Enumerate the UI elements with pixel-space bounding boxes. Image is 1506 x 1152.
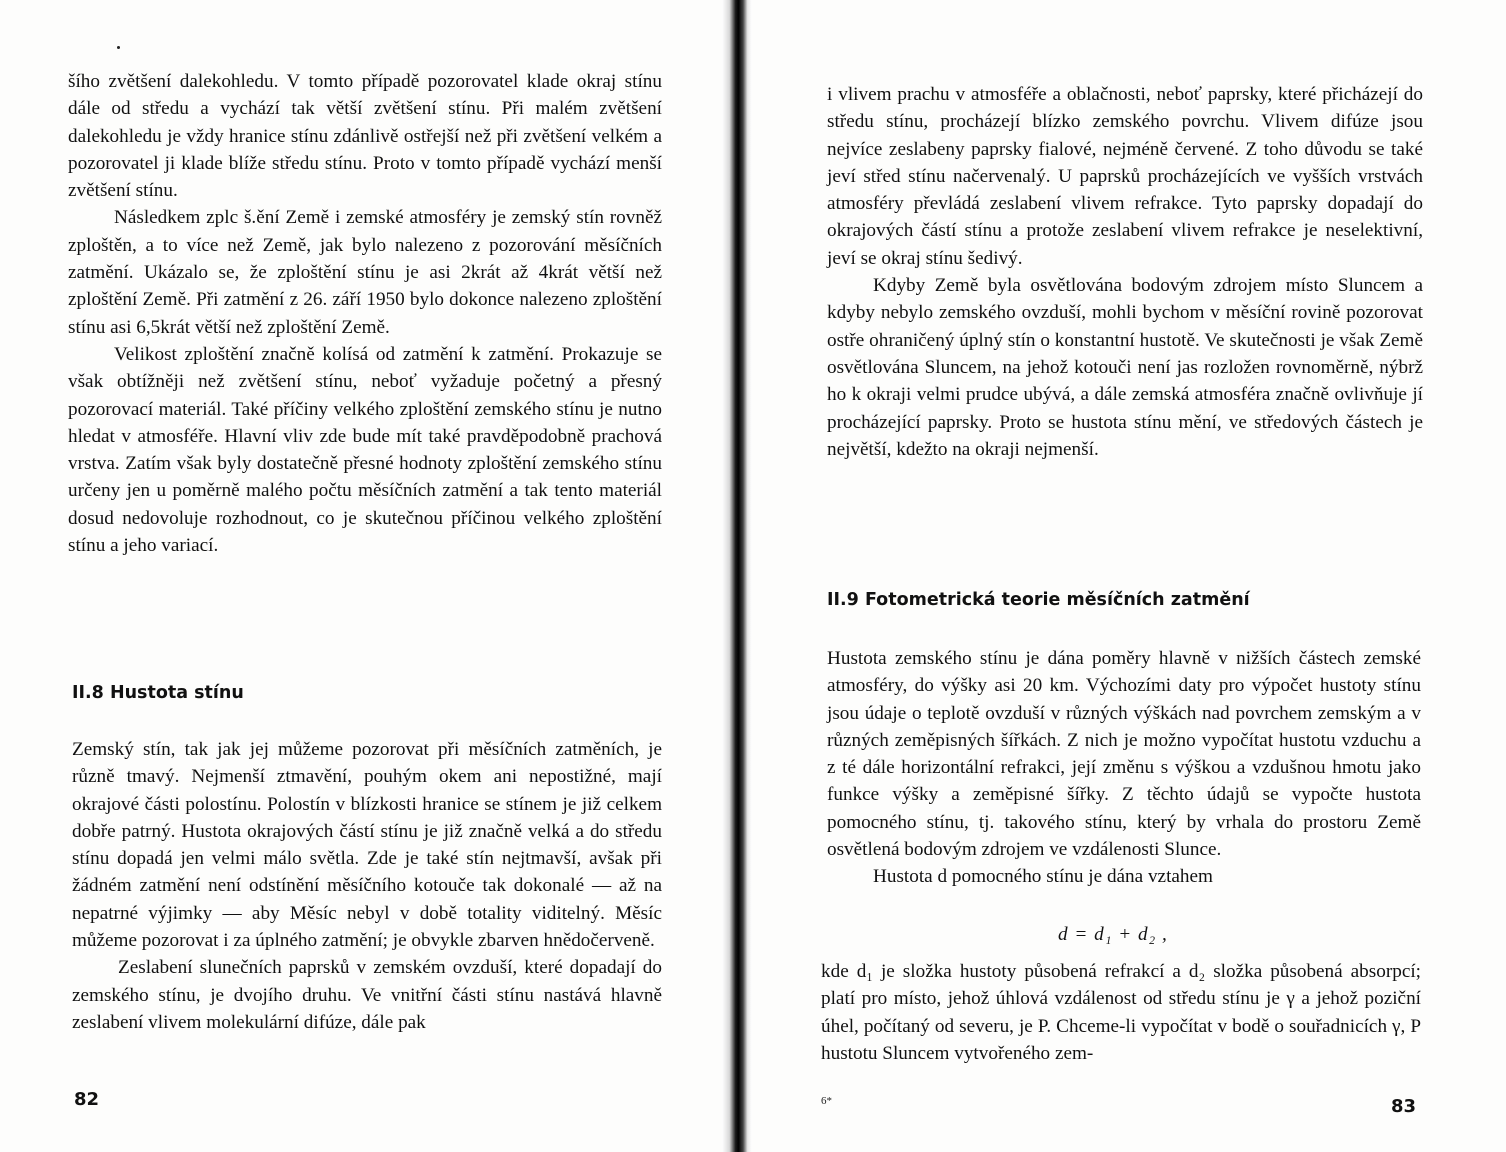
section-heading: II.9 Fotometrická teorie měsíčních zatmění [827,590,1250,610]
signature-mark: 6* [821,1095,832,1107]
right-main-text [827,645,1421,891]
paragraph: Hustota zemského stínu je dána poměry hlavně v nižších částech zemské atmosféry, do výšky asi 20 km. Výchozími daty pro výpočet hustoty stínu jsou údaje o teplotě ovzduší v různých výškách nad povrchem zemským a v různých zeměpisných šířkách. Z nich je možno vypočítat hustotu vzduchu a z té dále horizontální refrakci, její změnu s výškou a vzdušnou hmotu jako funkce výšky a zeměpisné šířky. Z těchto údajů se vypočte hustota pomocného stínu, tj. takového stínu, který by vrhala do prostoru Země osvětlená bodovým zdrojem ve vzdálenosti Slunce. [827,648,1421,861]
paragraph: Kdyby Země byla osvětlována bodovým zdrojem místo Sluncem a kdyby nebylo zemského ovzduší, mohli bychom v měsíční rovině pozorovat ostře ohraničený úplný stín o konstantní hustotě. Ve skutečnosti je však Země osvětlována Sluncem, na jehož kotouči není jas rozložen rovnoměrně, nýbrž ho k okraji velmi prudce ubývá, a dále zemská atmosféra značně ovlivňuje jí procházející paprsky. Proto se hustota stínu mění, ve středových částech je největší, kdežto na okraji nejmenší. [827,275,1423,460]
right-top-text [827,81,1423,463]
paragraph: kde d₁ je složka hustoty působená refrakcí a d₂ složka působená absorpcí; platí pro místo, jehož úhlová vzdálenost od středu stínu je γ a jehož poziční úhel, počítaný od severu, je P. Chceme-li vypočítat v bodě o souřadnicích γ, P hustotu Sluncem vytvořeného zem- [821,961,1421,1064]
paragraph: Následkem zplc š.ění Země i zemské atmosféry je zemský stín rovněž zploštěn, a to více než Země, jak bylo nalezeno z pozorování měsíčních zatmění. Ukázalo se, že zploštění stínu je asi 2krát až 4krát větší než zploštění Země. Při zatmění z 26. září 1950 bylo dokonce nalezeno zploštění stínu asi 6,5krát větší než zploštění Země. [68,207,662,338]
page-number: 83 [1391,1096,1417,1117]
speck-mark [117,46,120,49]
equation: d = d₁ + d₂ , [1058,924,1168,945]
left-page [0,0,730,1152]
paragraph: Velikost zploštění značně kolísá od zatmění k zatmění. Prokazuje se však obtížněji než zvětšení stínu, neboť vyžaduje početný a přesný pozorovací materiál. Také příčiny velkého zploštění zemského stínu je nutno hledat v atmosféře. Hlavní vliv zde bude mít také pravděpodobně prachová vrstva. Zatím však byly dostatečně přesné hodnoty zploštění zemského stínu určeny jen u poměrně malého počtu měsíčních zatmění a tak tento materiál dosud nedovoluje rozhodnout, co je skutečnou příčinou velkého zploštění stínu a jeho variací. [68,343,662,557]
right-bottom-text [821,958,1421,1067]
page-number: 82 [74,1089,100,1110]
left-top-text [68,68,662,559]
left-bottom-text [72,736,662,1036]
paragraph: Hustota d pomocného stínu je dána vztahem [873,866,1213,888]
paragraph: Zeslabení slunečních paprsků v zemském ovzduší, které dopadají do zemského stínu, je dvojího druhu. Ve vnitřní části stínu nastává hlavně zeslabení vlivem molekulární difúze, dále pak [72,957,662,1033]
paragraph: Zemský stín, tak jak jej můžeme pozorovat při měsíčních zatměních, je různě tmavý. Nejmenší ztmavění, pouhým okem ani nepostižné, mají okrajové části polostínu. Polostín v blízkosti hranice se stínem je již celkem dobře patrný. Hustota okrajových částí stínu je již značně velká a do středu stínu dopadá jen velmi málo světla. Zde je také stín nejtmavší, avšak při žádném zatmění není odstínění měsíčního kotouče tak dokonalé — až na nepatrné výjimky — aby Měsíc nebyl v době totality viditelný. Měsíc můžeme pozorovat i za úplného zatmění; je obvykle zbarven hnědočerveně. [72,739,662,952]
paragraph: šího zvětšení dalekohledu. V tomto případě pozorovatel klade okraj stínu dále od středu a vychází tak větší zvětšení stínu. Při malém zvětšení dalekohledu je vždy hranice stínu zdánlivě ostřejší než při zvětšení velkém a pozorovatel ji klade blíže středu stínu. Proto v tomto případě vychází menší zvětšení stínu. [68,71,662,202]
paragraph: i vlivem prachu v atmosféře a oblačnosti, neboť paprsky, které přicházejí do středu stínu, procházejí blízko zemského povrchu. Vlivem difúze jsou nejvíce zeslabeny paprsky fialové, nejméně červené. Z toho důvodu se také jeví střed stínu načervenalý. U paprsků procházejících ve vyšších vrstvách atmosféry převládá zeslabení vlivem refrakce. Tyto paprsky dopadají do okrajových částí stínu a protože zeslabení vlivem refrakce je neselektivní, jeví se okraj stínu šedivý. [827,84,1423,269]
section-heading: II.8 Hustota stínu [72,683,244,703]
right-page [745,0,1506,1152]
